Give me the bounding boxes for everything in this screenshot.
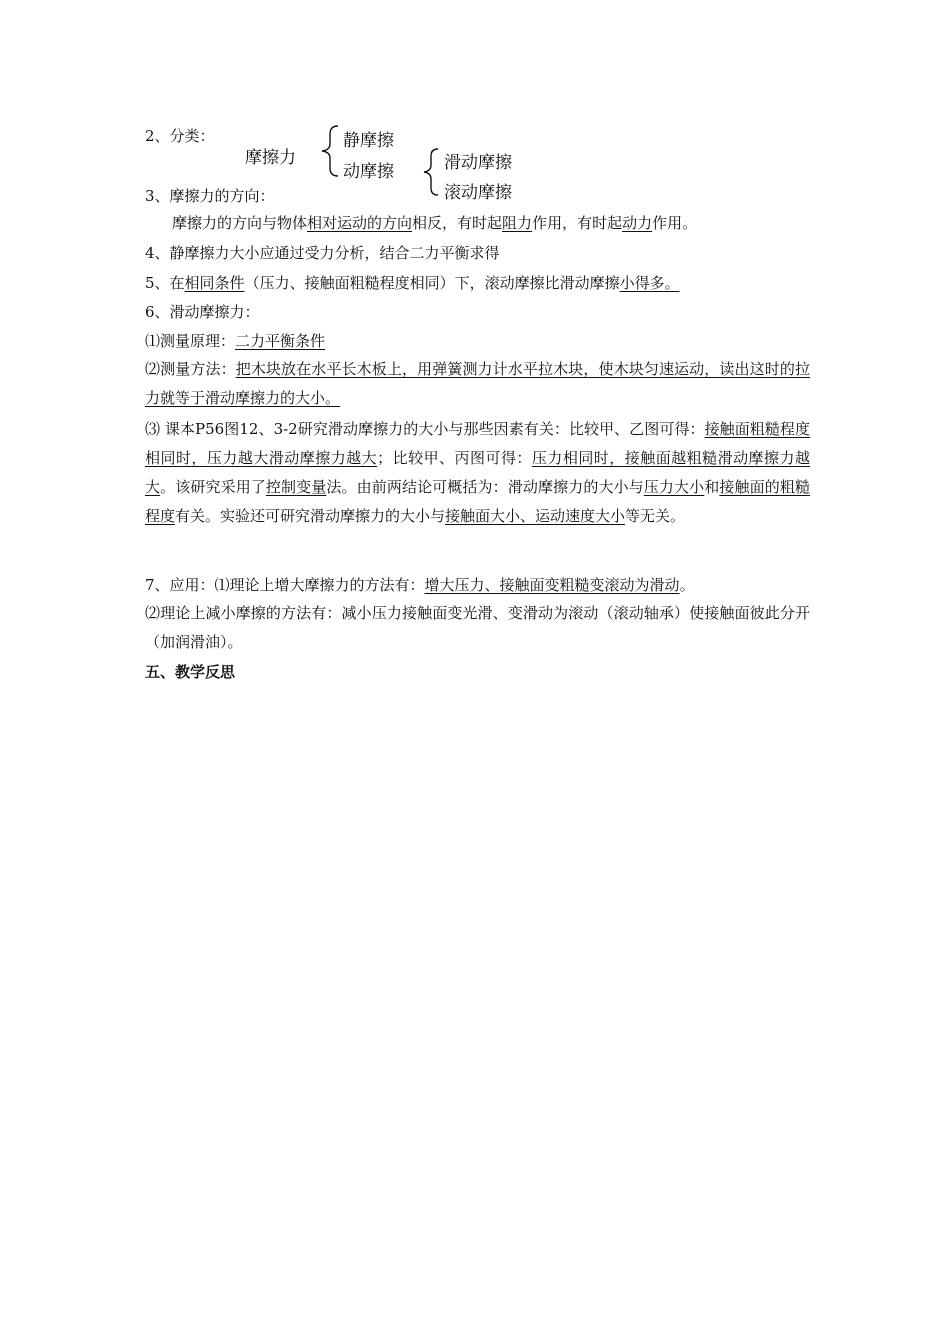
answer-underlined: 小得多。 bbox=[619, 274, 680, 292]
text: 作用，有时起 bbox=[532, 214, 623, 232]
text: ；比较甲、丙图可得： bbox=[377, 449, 532, 467]
section-6-part-3 bbox=[145, 415, 810, 531]
answer-underlined: 接触面的粗糙程度 bbox=[145, 478, 810, 525]
tree-rolling-friction: 滚动摩擦 bbox=[444, 183, 512, 203]
answer-underlined: 阻力 bbox=[502, 214, 533, 232]
tree-root: 摩擦力 bbox=[245, 148, 296, 168]
answer-underlined: 把木块放在水平长木板上，用弹簧测力计水平拉木块，使木块匀速运动，读出这时的拉力就等于滑动摩擦力的大小。 bbox=[145, 360, 810, 407]
text: （压力、接触面粗糙程度相同）下，滚动摩擦比滑动摩擦 bbox=[244, 274, 620, 292]
answer-underlined: 接触面大小、运动速度大小 bbox=[445, 507, 626, 525]
text: 有关。实验还可研究滑动摩擦力的大小与 bbox=[175, 507, 446, 525]
text: 7、应用：⑴理论上增大摩擦力的方法有： bbox=[145, 576, 425, 594]
text: 等无关。 bbox=[625, 507, 686, 525]
section-7-part-2: ⑵理论上减小摩擦的方法有：减小压力接触面变光滑、变滑动为滚动（滚动轴承）使接触面彼此分开（加润滑油）。 bbox=[145, 604, 810, 651]
section-6-part-2 bbox=[145, 355, 810, 413]
answer-underlined: 二力平衡条件 bbox=[235, 332, 326, 350]
text: 相反，有时起 bbox=[412, 214, 503, 232]
text: 法。由前两结论可概括为：滑动摩擦力的大小与 bbox=[326, 478, 644, 496]
tree-dynamic-friction: 动摩擦 bbox=[343, 162, 394, 182]
text: 作用。 bbox=[652, 214, 698, 232]
text: ⑵测量方法： bbox=[145, 360, 236, 378]
text: 5、在 bbox=[145, 274, 185, 292]
text: ⑴测量原理： bbox=[145, 332, 236, 350]
teaching-reflection-heading: 五、教学反思 bbox=[145, 663, 236, 681]
answer-underlined: 增大压力、接触面变粗糙变滚动为滑动 bbox=[424, 576, 680, 594]
answer-underlined: 相对运动的方向 bbox=[307, 214, 413, 232]
answer-underlined: 压力大小 bbox=[643, 478, 705, 496]
text: 。该研究采用了 bbox=[160, 478, 266, 496]
text: ⑶ 课本P56图12、3-2研究滑动摩擦力的大小与那些因素有关：比较甲、乙图可得： bbox=[145, 420, 705, 438]
answer-underlined: 压力相同时，接触面越粗糙滑动摩擦力越大 bbox=[145, 449, 810, 496]
section-6-label: 6、滑动摩擦力： bbox=[145, 303, 260, 321]
left-brace-icon bbox=[420, 147, 442, 197]
tree-sliding-friction: 滑动摩擦 bbox=[444, 153, 512, 173]
section-3-text bbox=[172, 213, 697, 233]
answer-underlined: 相同条件 bbox=[184, 274, 245, 292]
answer-underlined: 接触面粗糙程度相同时，压力越大滑动摩擦力越大 bbox=[145, 420, 810, 467]
section-2-label: 2、分类： bbox=[145, 127, 215, 145]
text: 摩擦力的方向与物体 bbox=[172, 214, 308, 232]
section-3-label: 3、摩擦力的方向： bbox=[145, 187, 275, 205]
text: 。 bbox=[679, 576, 695, 594]
answer-underlined: 控制变量 bbox=[265, 478, 327, 496]
left-brace-icon bbox=[318, 124, 342, 178]
section-5-text bbox=[145, 273, 680, 293]
answer-underlined: 动力 bbox=[622, 214, 653, 232]
tree-static-friction: 静摩擦 bbox=[343, 131, 394, 151]
section-4-text: 4、静摩擦力大小应通过受力分析，结合二力平衡求得 bbox=[145, 244, 500, 262]
text: 和 bbox=[704, 478, 720, 496]
section-6-part-1 bbox=[145, 331, 325, 351]
section-7-part-1 bbox=[145, 575, 695, 595]
